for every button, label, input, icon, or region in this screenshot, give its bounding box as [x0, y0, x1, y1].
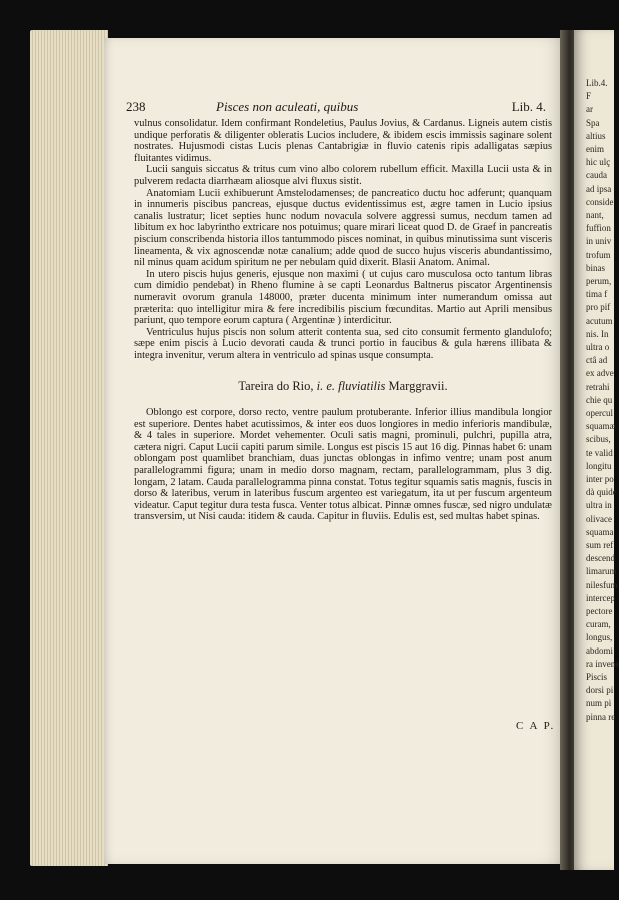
paragraph: Anatomiam Lucii exhibuerunt Amstelodamenses; de pancreatico ductu hoc adferunt; quanquam in innumeris piscibus pancreas, ejusque ductus evidentissimus est, ægre tamen in Lucio ipsius canalis lustratur; licet septies hunc nodum novacula solvere aggressi sumus, necdum tamen ad libitum ex hoc labyrintho extricare nos potuimus; quare mirari liceat quod D. de Graef in pancreatis piscium conscribenda historia illos tantummodo pisces nominat, in quibus minutissima sunt visceris lineamenta, & vix agnoscendæ notæ canalium; adde quod de succo hujus visceris abundantissimo, nil minus quam acidum spiritum ne per nebulam quid dixerit. Blasii Anatom. Animal. — [134, 187, 552, 269]
facing-page-fragment: squamæ — [586, 421, 616, 432]
facing-page-fragment: F — [586, 91, 592, 102]
facing-page-fragment: intercep — [586, 592, 615, 603]
facing-page-fragment: chie qu — [586, 394, 613, 405]
facing-page-fragment: conside — [586, 196, 614, 207]
facing-page-fragment: olivace — [586, 513, 612, 524]
facing-page-fragment: hic ulç — [586, 157, 611, 168]
page-edges — [30, 30, 108, 866]
facing-page-fragment: ultra o — [586, 342, 610, 352]
page-number: 238 — [126, 99, 146, 114]
facing-page-fragment: Spa — [586, 117, 600, 128]
facing-page-fragment: nis. In — [586, 328, 609, 339]
facing-page-fragment: in univ — [586, 236, 612, 247]
facing-page-fragment: dà quide — [586, 487, 617, 498]
facing-page-fragment: te valid — [586, 447, 613, 458]
paragraph: vulnus consolidatur. Idem confirmant Rondeletius, Paulus Jovius, & Cardanus. Ligneis autem cistis undique perforatis & diligenter obleratis Lucios includere, & ibidem escis immissis saginare solent nostrates. Hujusmodi cistas Lucis plenas Cantabrigiæ in fluvio catenis ripis adalligatas sæpius fluitantes vidimus. — [134, 118, 552, 164]
section-heading-end: Marggravii. — [385, 379, 448, 394]
facing-page-fragment: longus, — [586, 632, 613, 643]
facing-page-fragment: trofum — [586, 249, 611, 260]
facing-page-fragment: ctâ ad — [586, 355, 608, 366]
facing-page-fragment: sum ref — [586, 540, 614, 550]
facing-page-fragment: nilesfum — [586, 579, 618, 590]
facing-page-fragment: pectore — [586, 606, 613, 616]
facing-page-fragment: opercul — [586, 408, 613, 418]
facing-page-fragment: pro pif — [586, 302, 611, 313]
facing-page-fragment: pinna re — [586, 711, 616, 722]
facing-page-fragment: fuffion — [586, 223, 611, 234]
facing-page-fragment: cauda — [586, 170, 607, 181]
facing-page-edge — [574, 30, 619, 870]
facing-page-fragment: ra invene — [586, 658, 619, 669]
facing-page-fragment: Piscis — [586, 672, 608, 682]
facing-page-fragment: curam, — [586, 619, 611, 630]
facing-page-fragment: enim — [586, 144, 604, 154]
facing-page-fragment: ultra in — [586, 500, 612, 511]
facing-page-fragment: tima f — [586, 289, 608, 300]
facing-page-fragment: binas — [586, 262, 605, 273]
facing-page-fragment: altius — [586, 130, 606, 141]
facing-page-fragment: Lib.4. — [586, 78, 608, 88]
facing-page-fragment: scibus, — [586, 434, 611, 445]
section-heading — [134, 381, 552, 393]
facing-page-fragment: descend — [586, 553, 615, 564]
running-head — [126, 99, 550, 117]
facing-page-fragment: abdomi — [586, 645, 613, 656]
facing-page-fragment: dorsi pi — [586, 685, 614, 696]
running-title: Pisces non aculeati, quibus — [216, 99, 359, 114]
facing-page-fragment: ad ipsa — [586, 183, 612, 194]
paragraph: Lucii sanguis siccatus & tritus cum vino albo colorem rubellum efficit. Maxilla Lucii usta & in pulverem redacta diarrhæam aliosque alvi fluxus sistit. — [134, 164, 552, 187]
facing-page-fragment: squama — [586, 526, 614, 537]
facing-page-fragment: inter po — [586, 474, 614, 484]
facing-page-fragment: limarum — [586, 566, 617, 577]
facing-page-fragment: nant, — [586, 210, 604, 220]
facing-page-fragment: ex adve — [586, 368, 614, 379]
facing-page-fragment: acutum — [586, 315, 613, 326]
paragraph: Ventriculus hujus piscis non solum atterit contenta sua, sed cito consumit fermento glandulofo; sæpe enim piscis à Lucio devorati cauda & trunci portio in faucibus & gula hærens illibata & integra invenitur, verum altera in ventriculo ad spinas usque consumpta. — [134, 326, 552, 361]
paragraph: Oblongo est corpore, dorso recto, ventre paulum protuberante. Inferior illius mandibula longior est superiore. Dentes habet acutissimos, & inter eos duos longiores in medio inferioris mandibulæ, & 4 tales in superiore. Mordet vehementer. Oculi satis magni, prominuli, pulchri, pupilla atra, cætera nigri. Caput Lucii capiti parum simile. Longus est piscis 15 aut 16 dig. Pinnas habet 6: unam oblongam post quamlibet branchiam, duas junctas oblongas in infimo ventre; unam post anum parallelogrammi figura; unam in medio dorso magnam, rectam, parallelogrammam, plus 3 dig. longam, 2 latam. Cauda parallelogramma pinna constat. Totus tegitur squamis satis magnis, fuscis in dorso & lateribus, verum in lateribus fuscum argenteo est variegatum, ita ut per fuscum argenteum videatur. Caput tegitur dura testa fusca. Venter totus albicat. Pinnæ omnes fuscæ, sed nigro undulatæ transversim, ut Nisi cauda: itidem & cauda. Capitur in fluviis. Edulis est, sed multas habet spinas. — [134, 407, 552, 523]
section-heading-roman: Tareira do Rio, — [238, 379, 317, 394]
catchword: C A P. — [516, 720, 556, 732]
body-text — [134, 118, 552, 523]
facing-page-fragment: num pi — [586, 698, 612, 709]
facing-page-fragment: perum, — [586, 276, 612, 286]
book-number: Lib. 4. — [511, 99, 546, 114]
facing-page-fragment: ar — [586, 104, 593, 115]
paragraph: In utero piscis hujus generis, ejusque non maximi ( ut cujus caro musculosa octo tantum libras cum dimidio pendebat) in Rheno flumine à se capti Leonardus Baltnerus piscator Argentinensis numeravit ovorum granula 148000, præter ducenta minimum inter numerandum omissa aut præterita: quo intelligitur mira & fere incredibilis piscium fœcunditas. Martio aut Aprili mensibus pariunt, quo tempore eorum captura ( Argentinæ ) interdicitur. — [134, 268, 552, 327]
facing-page-fragment: retrahi — [586, 381, 610, 392]
section-heading-italic: i. e. fluviatilis — [316, 379, 386, 394]
facing-page-fragment: longitu — [586, 460, 612, 471]
